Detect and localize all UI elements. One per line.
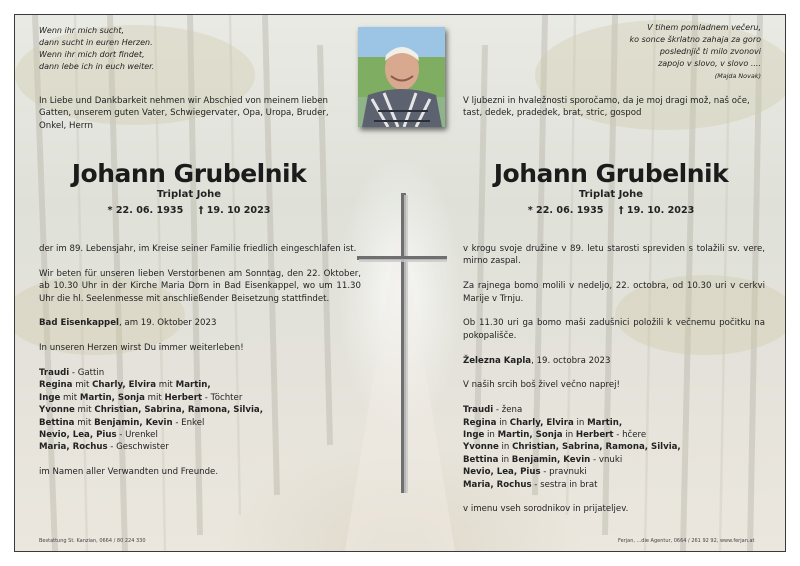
family-segment: - Geschwister bbox=[107, 442, 169, 453]
family-segment: - vnuki bbox=[590, 454, 623, 465]
date: , 19. octobra 2023 bbox=[531, 355, 611, 366]
poem-line: dann sucht in euren Herzen. bbox=[39, 38, 153, 47]
family-segment: Inge bbox=[39, 392, 61, 403]
family-segment: mit bbox=[60, 392, 80, 403]
obituary-card bbox=[14, 14, 786, 552]
family-line bbox=[463, 466, 765, 478]
poem-author: (Majda Novak) bbox=[714, 72, 761, 80]
dates-right bbox=[461, 205, 761, 216]
motto: In unseren Herzen wirst Du immer weiterleben! bbox=[39, 343, 244, 354]
family-segment: in bbox=[496, 417, 510, 428]
poem-right bbox=[575, 22, 761, 82]
paragraph: Wir beten für unseren lieben Verstorbenen am Sonntag, den 22. Oktober, ab 10.30 Uhr in der Kirche Maria Dorn in Bad Eisenkappel, wo um 11.30 Uhr die hl. Seelenmesse mit anschließender Beisetzung stattfindet. bbox=[39, 268, 361, 304]
family-segment: Martin, Sonja bbox=[497, 430, 563, 441]
family-segment: mit bbox=[156, 380, 176, 391]
family-segment: Inge bbox=[463, 430, 485, 441]
family-segment: Charly, Elvira bbox=[509, 417, 574, 428]
family-segment: - Urenkel bbox=[116, 430, 158, 441]
family-segment: Bettina bbox=[39, 417, 75, 428]
body-left bbox=[39, 243, 361, 491]
family-segment: Nevio, Lea, Pius bbox=[39, 430, 117, 441]
poem-line: Wenn ihr mich sucht, bbox=[39, 26, 125, 35]
family-segment: - Enkel bbox=[172, 417, 205, 428]
birth-date: * 22. 06. 1935 bbox=[107, 205, 184, 216]
family-segment: Maria, Rochus bbox=[39, 442, 108, 453]
place-date bbox=[39, 317, 361, 329]
poem-line: dann lebe ich in euch weiter. bbox=[39, 62, 155, 71]
family-line bbox=[463, 429, 765, 441]
family-line bbox=[39, 429, 361, 441]
family-segment: Martin, Sonja bbox=[79, 392, 145, 403]
family-segment: Traudi bbox=[463, 405, 494, 416]
nickname-right: Triplat Johe bbox=[578, 189, 644, 200]
cross-icon bbox=[357, 193, 447, 493]
family-line bbox=[463, 417, 765, 429]
family-segment: Benjamin, Kevin bbox=[94, 417, 173, 428]
family-segment: Yvonne bbox=[39, 405, 75, 416]
paragraph: der im 89. Lebensjahr, im Kreise seiner Familie friedlich eingeschlafen ist. bbox=[39, 244, 357, 254]
family-segment: in bbox=[562, 430, 576, 441]
family-segment: - pravnuki bbox=[540, 467, 587, 478]
family-line bbox=[39, 392, 361, 404]
family-line bbox=[39, 379, 361, 391]
family-segment: Traudi bbox=[39, 368, 70, 378]
footer-left: Bestattung St. Kanzian, 0664 / 80 224 330 bbox=[39, 538, 146, 544]
poem-line: poslednjič ti milo zvonovi bbox=[659, 47, 761, 56]
family-list-right bbox=[463, 404, 765, 491]
death-date: † 19. 10. 2023 bbox=[618, 205, 695, 216]
family-segment: Yvonne bbox=[463, 442, 499, 453]
family-segment: in bbox=[573, 417, 588, 428]
family-segment: Martin, bbox=[175, 380, 211, 391]
family-line bbox=[39, 417, 361, 429]
family-segment: Benjamin, Kevin bbox=[511, 454, 591, 465]
portrait-photo bbox=[358, 27, 445, 127]
deceased-name-right: Johann Grubelnik bbox=[493, 159, 729, 188]
family-line bbox=[463, 404, 765, 416]
family-segment: Christian, Sabrina, Ramona, Silvia, bbox=[94, 405, 263, 416]
paragraph: v krogu svoje družine v 89. letu starosti spreviden s tolažili sv. vere, mirno zaspal. bbox=[463, 244, 765, 267]
family-segment: Bettina bbox=[463, 454, 499, 465]
paragraph: Za rajnega bomo molili v nedeljo, 22. octobra, od 10.30 uri v cerkvi Marije v Trnju. bbox=[463, 281, 765, 304]
poem-left bbox=[39, 25, 199, 73]
family-segment: Regina bbox=[463, 417, 497, 428]
poem-line: V tihem pomladnem večeru, bbox=[647, 23, 761, 32]
intro-left: In Liebe und Dankbarkeit nehmen wir Abschied von meinem lieben Gatten, unserem guten Vater, Schwiegervater, Opa, Uropa, Bruder, Onkel, Herrn bbox=[39, 96, 329, 131]
family-line bbox=[39, 367, 361, 379]
family-segment: in bbox=[484, 430, 498, 441]
death-date: † 19. 10 2023 bbox=[198, 205, 271, 216]
family-segment: mit bbox=[74, 417, 95, 428]
place-date bbox=[463, 355, 765, 367]
date: , am 19. Oktober 2023 bbox=[118, 318, 217, 329]
family-segment: Nevio, Lea, Pius bbox=[463, 467, 541, 478]
family-segment: - Töchter bbox=[202, 392, 243, 403]
family-line bbox=[463, 479, 765, 491]
family-segment: - žena bbox=[493, 405, 523, 416]
family-segment: Herbert bbox=[575, 430, 614, 441]
family-segment: Charly, Elvira bbox=[92, 380, 157, 391]
dates-left bbox=[39, 205, 339, 216]
family-segment: mit bbox=[72, 380, 93, 391]
family-line bbox=[463, 454, 765, 466]
family-line bbox=[39, 441, 361, 453]
intro-right: V ljubezni in hvaležnosti sporočamo, da je moj dragi mož, naš oče, tast, dedek, pradedek, brat, stric, gospod bbox=[463, 96, 750, 119]
motto: V naših srcih boš živel večno naprej! bbox=[463, 380, 620, 391]
closing: v imenu vseh sorodnikov in prijateljev. bbox=[463, 504, 629, 515]
family-line bbox=[463, 441, 765, 453]
place: Železna Kapla bbox=[463, 355, 532, 366]
family-segment: Herbert bbox=[164, 392, 203, 403]
place: Bad Eisenkappel bbox=[39, 318, 119, 329]
family-segment: - Gattin bbox=[69, 368, 105, 378]
deceased-name-left: Johann Grubelnik bbox=[71, 159, 307, 188]
family-segment: - hčere bbox=[613, 430, 647, 441]
family-segment: Maria, Rochus bbox=[463, 479, 532, 490]
family-segment: mit bbox=[144, 392, 165, 403]
body-right bbox=[463, 243, 765, 528]
poem-line: zapojo v slovo, v slovo .... bbox=[658, 59, 761, 68]
closing: im Namen aller Verwandten und Freunde. bbox=[39, 467, 219, 478]
family-segment: in bbox=[498, 442, 513, 453]
nickname-left: Triplat Johe bbox=[156, 189, 222, 200]
family-segment: in bbox=[498, 454, 512, 465]
family-segment: - sestra in brat bbox=[531, 479, 598, 490]
family-segment: Martin, bbox=[587, 417, 623, 428]
birth-date: * 22. 06. 1935 bbox=[527, 205, 604, 216]
poem-line: ko sonce škrlatno zahaja za goro bbox=[629, 35, 761, 44]
family-line bbox=[39, 404, 361, 416]
poem-line: Wenn ihr mich dort findet, bbox=[39, 50, 145, 59]
family-list-left bbox=[39, 367, 361, 454]
family-segment: mit bbox=[74, 405, 95, 416]
footer-right: Ferjan, ...die Agentur, 0664 / 261 92 92, www.ferjan.at bbox=[618, 538, 755, 544]
family-segment: Regina bbox=[39, 380, 73, 391]
paragraph: Ob 11.30 uri ga bomo maši zadušnici položili k večnemu počitku na pokopališče. bbox=[463, 318, 765, 341]
family-segment: Christian, Sabrina, Ramona, Silvia, bbox=[512, 442, 681, 453]
